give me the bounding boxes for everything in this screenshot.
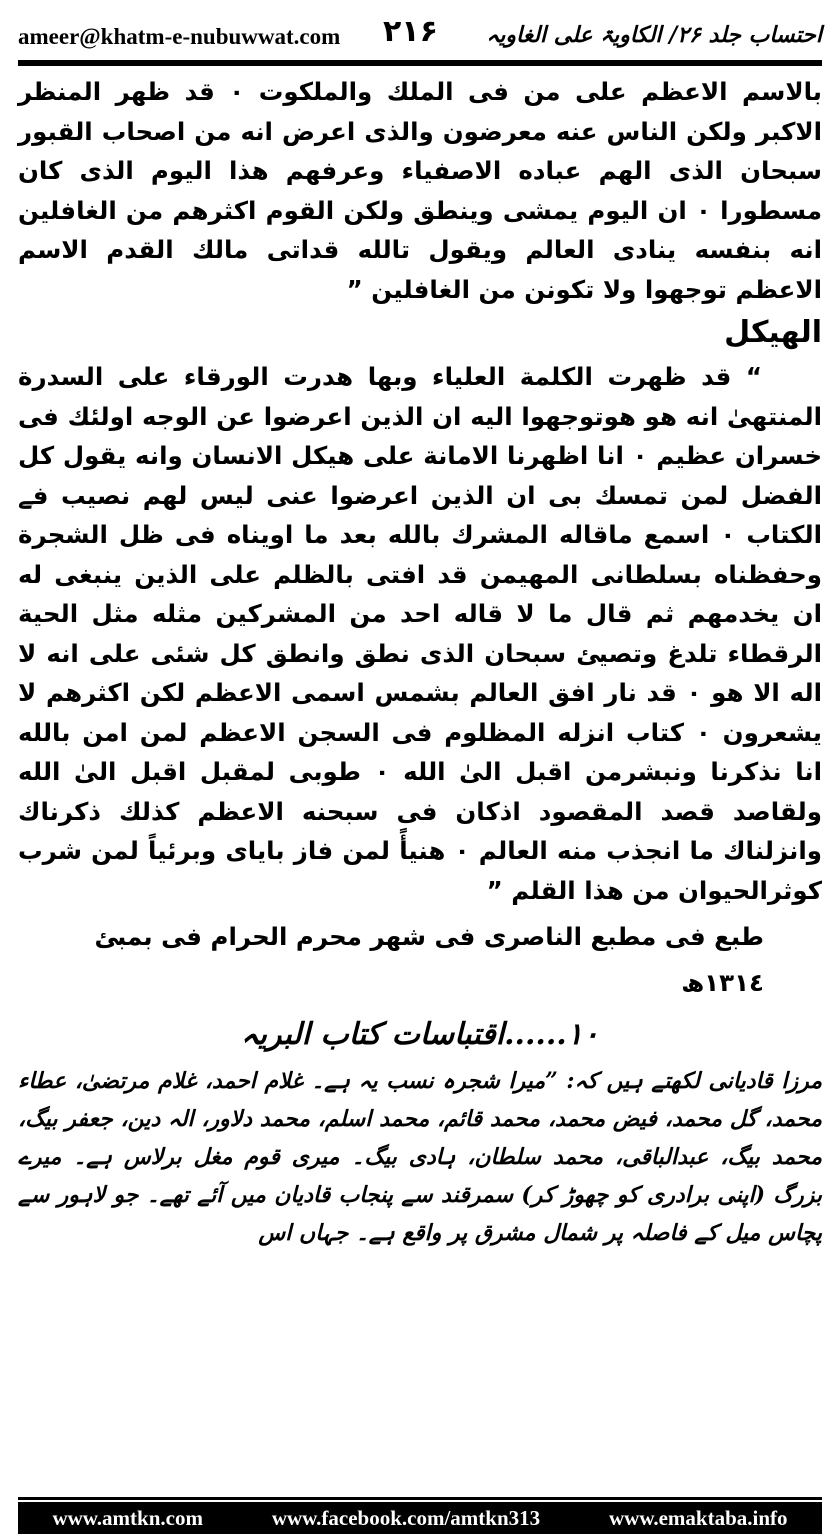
- book-title: احتساب جلد ۲۶/ الکاویۃ علی الغاویہ: [486, 22, 822, 48]
- footer-link-amtkn[interactable]: www.amtkn.com: [52, 1506, 203, 1530]
- heading-haykal: الهيكل: [724, 315, 822, 350]
- header-rule: [18, 60, 822, 66]
- footer-link-emaktaba[interactable]: www.emaktaba.info: [609, 1506, 788, 1530]
- arabic-paragraph-2: “ قد ظهرت الكلمة العلياء وبها هدرت الورقاء على السدرة المنتهىٰ انه هو هوتوجهوا اليه ان الذين اعرضوا عن الوجه اولئك فى خسران عظيم ۰ انا اظهرنا الامانة على هيكل الانسان وانه يقول كل الفضل لمن تمسك بى ان الذين اعرضوا عنى ليس لهم نصيب فے الكتاب ۰ اسمع ماقاله المشرك بالله بعد ما اويناه فى ظل الشجرة وحفظناه بسلطانى المهيمن قد افتى بالظلم على الذين ينبغى له ان يخدمهم ثم قال ما لا قاله احد من المشركين مثله مثل الحية الرقطاء تلدغ وتصيئ سبحان الذى نطق وانطق كل شئى على انه لا اله الا هو ۰ قد نار افق العالم بشمس اسمى الاعظم لكن اكثرهم لا يشعرون ۰ كتاب انزله المظلوم فى السجن الاعظم لمن امن بالله انا نذكرنا ونبشرمن اقبل الىٰ الله ۰ طوبى لمقبل اقبل الىٰ الله ولقاصد قصد المقصود اذكان فى سبحنه الاعظم كذلك ذكرناك وانزلناك ما انجذب منه العالم ۰ هنيأً لمن فاز باياى وبرئياً لمن شرب كوثرالحيوان من هذا القلم ”: [18, 362, 822, 905]
- page-body: [18, 72, 822, 1252]
- page-footer: [18, 1502, 822, 1534]
- imprint-line: طبع فى مطبع الناصرى فى شهر محرم الحرام فى بمبئ ١٣١٤ھ: [94, 922, 764, 997]
- page-number: ۲۱۶: [383, 14, 438, 49]
- header-email: ameer@khatm-e-nubuwwat.com: [18, 24, 341, 49]
- section-title: ۱۰......اقتباسات کتاب البریہ: [241, 1017, 599, 1052]
- urdu-paragraph: مرزا قادیانی لکھتے ہیں کہ: ”میرا شجرہ نسب یہ ہے۔ غلام احمد، غلام مرتضیٰ، عطاء محمد، گل محمد، فیض محمد، محمد قائم، محمد اسلم، محمد دلاور، الہ دین، جعفر بیگ، محمد بیگ، عبدالباقی، محمد سلطان، ہادی بیگ۔ میری قوم مغل برلاس ہے۔ میرے بزرگ (اپنی برادری کو چھوڑ کر) سمرقند سے پنجاب قادیان میں آئے تھے۔ جو لاہور سے پچاس میل کے فاصلہ پر شمال مشرق پر واقع ہے۔ جہاں اس: [18, 1068, 822, 1246]
- footer-link-facebook[interactable]: www.facebook.com/amtkn313: [271, 1506, 541, 1530]
- arabic-paragraph-1: بالاسم الاعظم على من فى الملك والملكوت ۰ قد ظهر المنظر الاكبر ولكن الناس عنه معرضون والذى اعرض انه من اصحاب القبور سبحان الذى الهم عباده الاصفياء وعرفهم هذا اليوم الذى كان مسطورا ۰ ان اليوم يمشى وينطق ولكن القوم اكثرهم من الغافلين انه بنفسه ينادى العالم ويقول تالله قداتى مالك القدم الاسم الاعظم توجهوا ولا تكونن من الغافلين ”: [18, 77, 823, 304]
- page-header: [18, 14, 822, 60]
- footer-rule: [18, 1497, 822, 1500]
